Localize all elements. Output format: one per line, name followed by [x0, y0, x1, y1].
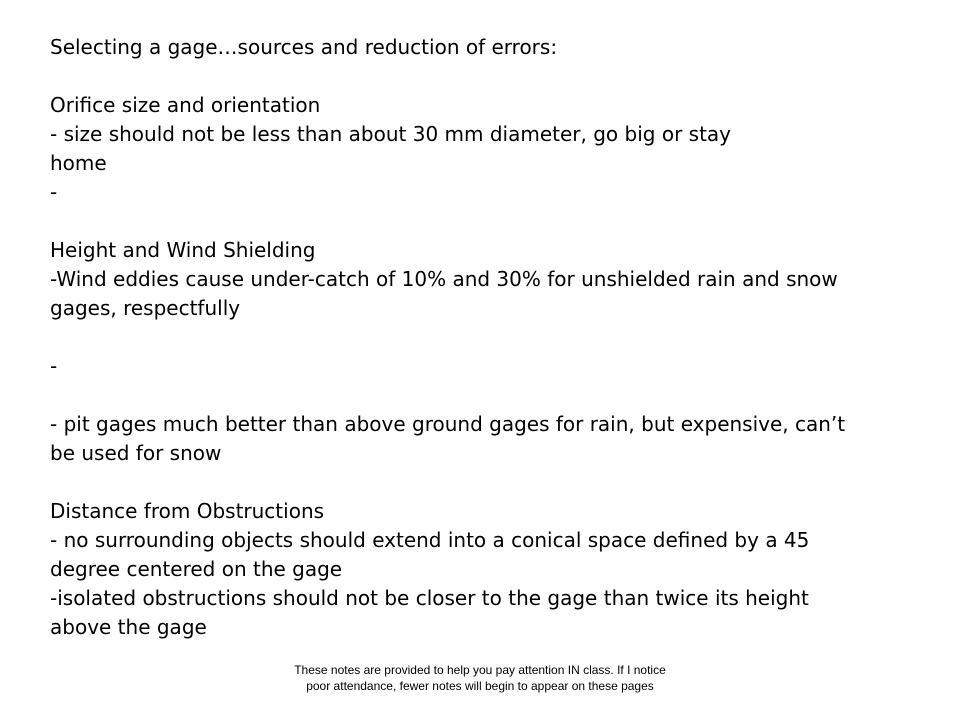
spacer	[50, 207, 930, 236]
bullet-line: above the gage	[50, 615, 207, 639]
section-heading: Distance from Obstructions	[50, 499, 325, 523]
spacer	[50, 468, 930, 497]
bullet-line	[50, 323, 930, 352]
footer-line: poor attendance, fewer notes will begin to appear on these pages	[306, 679, 654, 693]
section-heading: Height and Wind Shielding	[50, 238, 316, 262]
bullet-line: -	[50, 180, 58, 204]
footer-line: These notes are provided to help you pay attention IN class. If I notice	[294, 663, 666, 677]
bullet-line: gages, respectfully	[50, 296, 241, 320]
bullet-line: - no surrounding objects should extend into a conical space defined by a 45	[50, 528, 810, 552]
notes-body	[50, 33, 930, 642]
page-title: Selecting a gage…sources and reduction of errors:	[50, 35, 558, 59]
section-heading: Orifice size and orientation	[50, 93, 321, 117]
bullet-line: -Wind eddies cause under-catch of 10% and 30% for unshielded rain and snow	[50, 267, 838, 291]
spacer	[50, 62, 930, 91]
bullet-line: - pit gages much better than above ground gages for rain, but expensive, can’t	[50, 412, 846, 436]
bullet-line: home	[50, 151, 107, 175]
bullet-line: -	[50, 354, 58, 378]
bullet-line	[50, 381, 930, 410]
footer-note	[240, 662, 720, 694]
bullet-line: - size should not be less than about 30 mm diameter, go big or stay	[50, 122, 731, 146]
bullet-line: -isolated obstructions should not be closer to the gage than twice its height	[50, 586, 809, 610]
bullet-line: be used for snow	[50, 441, 222, 465]
bullet-line: degree centered on the gage	[50, 557, 343, 581]
